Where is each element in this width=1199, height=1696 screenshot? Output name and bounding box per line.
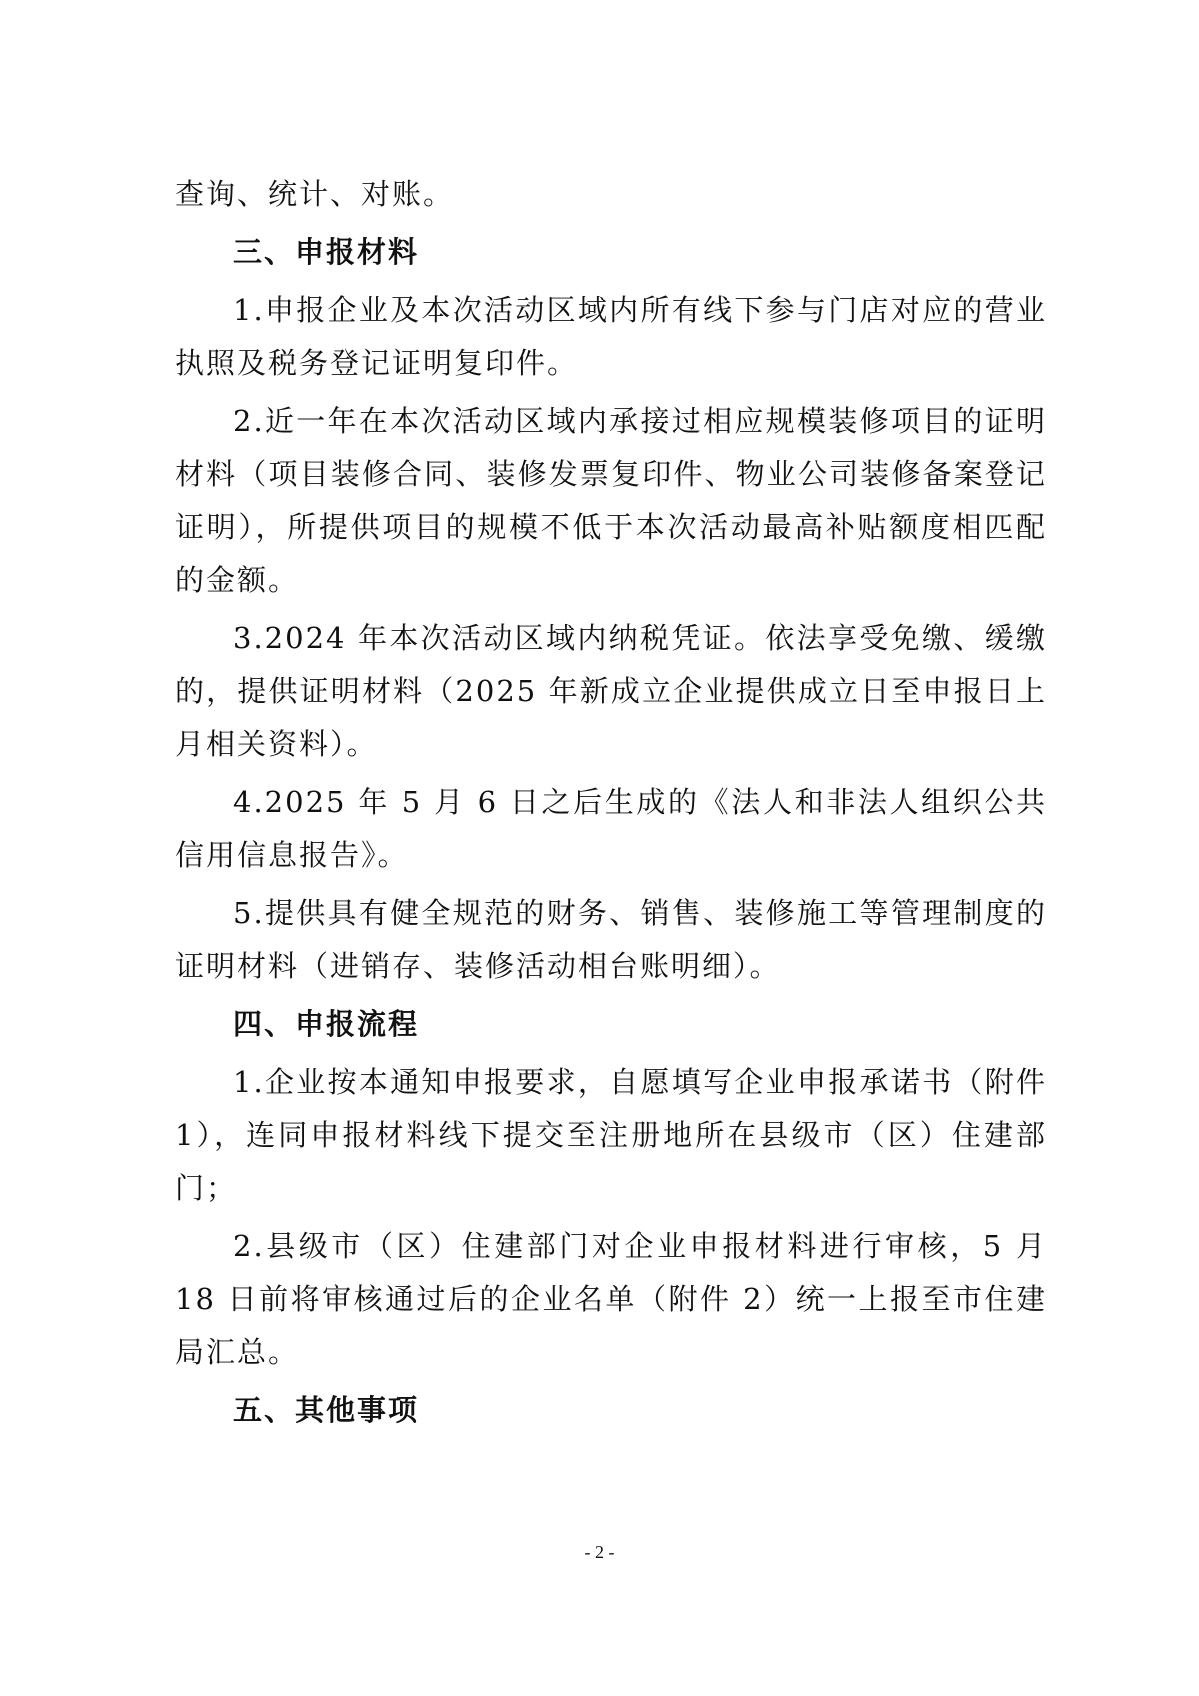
paragraph-material-2: 2.近一年在本次活动区域内承接过相应规模装修项目的证明材料（项目装修合同、装修发票复印件、物业公司装修备案登记证明），所提供项目的规模不低于本次活动最高补贴额度相匹配的金额。 — [175, 404, 1047, 597]
paragraph-continuation: 查询、统计、对账。 — [175, 177, 455, 211]
paragraph-material-1: 1.申报企业及本次活动区域内所有线下参与门店对应的营业执照及税务登记证明复印件。 — [175, 293, 1047, 380]
page-number: - 2 - — [584, 1542, 615, 1562]
section-heading-application-materials: 三、申报材料 — [233, 235, 420, 269]
section-heading-other-matters: 五、其他事项 — [233, 1393, 420, 1427]
paragraph-material-3: 3.2024 年本次活动区域内纳税凭证。依法享受免缴、缓缴的，提供证明材料（2025 年新成立企业提供成立日至申报日上月相关资料）。 — [175, 621, 1047, 761]
document-body — [175, 168, 1047, 1442]
paragraph-material-4: 4.2025 年 5 月 6 日之后生成的《法人和非法人组织公共信用信息报告》。 — [175, 785, 1047, 872]
paragraph-process-2: 2.县级市（区）住建部门对企业申报材料进行审核，5 月 18 日前将审核通过后的企业名单（附件 2）统一上报至市住建局汇总。 — [175, 1229, 1047, 1369]
paragraph-process-1: 1.企业按本通知申报要求，自愿填写企业申报承诺书（附件 1），连同申报材料线下提交至注册地所在县级市（区）住建部门； — [175, 1065, 1047, 1205]
section-heading-application-process: 四、申报流程 — [233, 1007, 420, 1041]
paragraph-material-5: 5.提供具有健全规范的财务、销售、装修施工等管理制度的证明材料（进销存、装修活动相台账明细）。 — [175, 896, 1047, 983]
